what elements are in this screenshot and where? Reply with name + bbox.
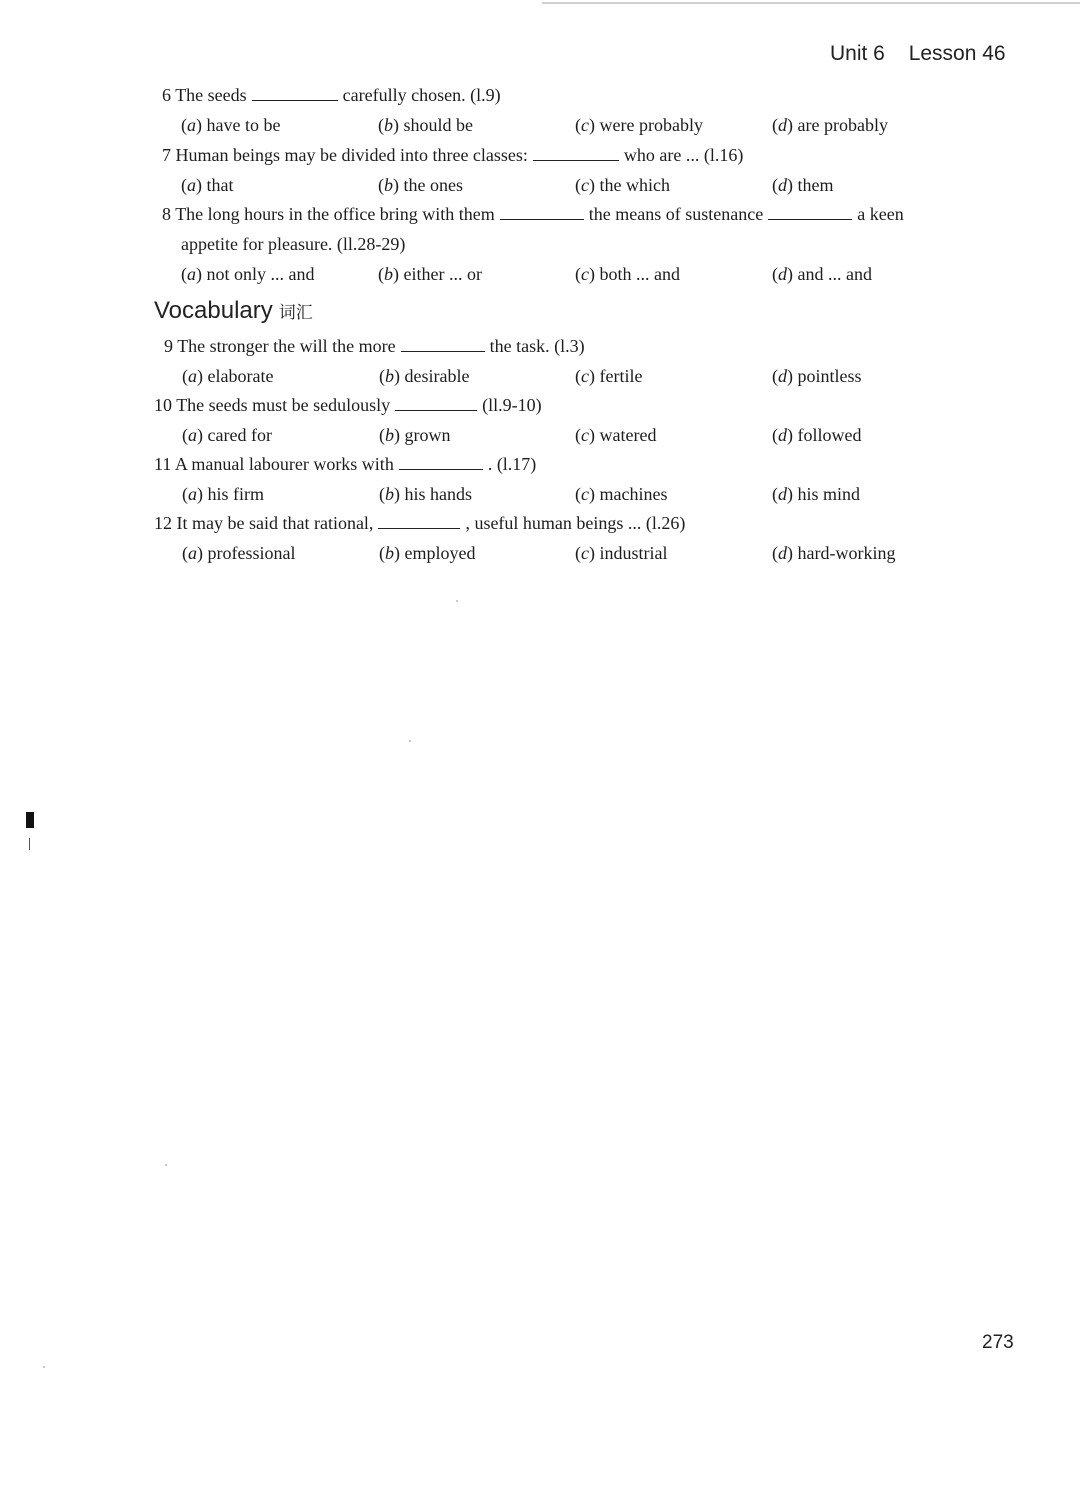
option-a: (a) that (181, 175, 234, 195)
top-rule (542, 2, 1080, 4)
question-7: 7 Human beings may be divided into three classes: who are ... (l.16) (162, 145, 744, 165)
answer-blank (401, 337, 485, 352)
option-b: (b) his hands (379, 484, 472, 504)
page-header (830, 42, 1006, 66)
question-text: The stronger the will the more (177, 336, 396, 356)
option-c: (c) fertile (575, 366, 643, 386)
option-a: (a) have to be (181, 115, 281, 135)
scan-speck (43, 1366, 45, 1368)
option-a: (a) cared for (182, 425, 272, 445)
option-c: (c) the which (575, 175, 670, 195)
question-11: 11 A manual labourer works with . (l.17) (154, 454, 537, 474)
question-text: The long hours in the office bring with them (175, 204, 495, 224)
question-10: 10 The seeds must be sedulously (ll.9-10) (154, 395, 542, 415)
scan-speck (409, 740, 411, 742)
question-text: the means of sustenance (588, 204, 764, 224)
section-heading: Vocabulary 词汇 (154, 297, 313, 324)
question-text: who are ... (l.16) (623, 145, 744, 165)
option-a: (a) elaborate (182, 366, 274, 386)
option-d: (d) his mind (772, 484, 861, 504)
option-d: (d) hard-working (772, 543, 896, 563)
option-d: (d) them (772, 175, 834, 195)
lesson-label: Lesson 46 (908, 42, 1006, 65)
page-number: 273 (982, 1332, 1014, 1353)
answer-blank (252, 86, 338, 101)
option-c: (c) watered (575, 425, 657, 445)
question-text: (ll.9-10) (482, 395, 542, 415)
question-text: a keen (857, 204, 904, 224)
option-a: (a) not only ... and (181, 264, 315, 284)
question-8: 8 The long hours in the office bring with them the means of sustenance a keen (162, 204, 904, 224)
option-d: (d) pointless (772, 366, 862, 386)
question-text: the task. (l.3) (489, 336, 585, 356)
question-text: It may be said that rational, (176, 513, 374, 533)
option-c: (c) machines (575, 484, 668, 504)
question-text: The seeds (175, 85, 247, 105)
question-8-continued: appetite for pleasure. (ll.28-29) (181, 234, 406, 254)
answer-blank (399, 455, 483, 470)
question-text: Human beings may be divided into three classes: (175, 145, 528, 165)
question-text: A manual labourer works with (174, 454, 394, 474)
scan-speck (456, 600, 458, 602)
option-b: (b) desirable (379, 366, 470, 386)
question-text: , useful human beings ... (l.26) (465, 513, 686, 533)
binding-mark (26, 812, 34, 828)
unit-label: Unit 6 (830, 42, 885, 65)
option-a: (a) his firm (182, 484, 264, 504)
question-6: 6 The seeds carefully chosen. (l.9) (162, 85, 501, 105)
answer-blank (768, 205, 852, 220)
answer-blank (395, 396, 477, 411)
option-c: (c) both ... and (575, 264, 680, 284)
option-b: (b) the ones (378, 175, 463, 195)
binding-tick (29, 838, 30, 850)
option-b: (b) should be (378, 115, 473, 135)
option-d: (d) followed (772, 425, 862, 445)
option-b: (b) employed (379, 543, 476, 563)
question-9: 9 The stronger the will the more the task. (l.3) (164, 336, 585, 356)
option-d: (d) and ... and (772, 264, 872, 284)
question-12: 12 It may be said that rational, , useful human beings ... (l.26) (154, 513, 686, 533)
scan-speck (165, 1164, 167, 1166)
option-c: (c) industrial (575, 543, 668, 563)
option-d: (d) are probably (772, 115, 888, 135)
option-a: (a) professional (182, 543, 296, 563)
question-text: carefully chosen. (l.9) (342, 85, 501, 105)
answer-blank (378, 514, 460, 529)
option-b: (b) either ... or (378, 264, 482, 284)
question-text: . (l.17) (487, 454, 537, 474)
option-b: (b) grown (379, 425, 451, 445)
answer-blank (500, 205, 584, 220)
option-c: (c) were probably (575, 115, 703, 135)
answer-blank (533, 146, 619, 161)
question-text: The seeds must be sedulously (176, 395, 391, 415)
